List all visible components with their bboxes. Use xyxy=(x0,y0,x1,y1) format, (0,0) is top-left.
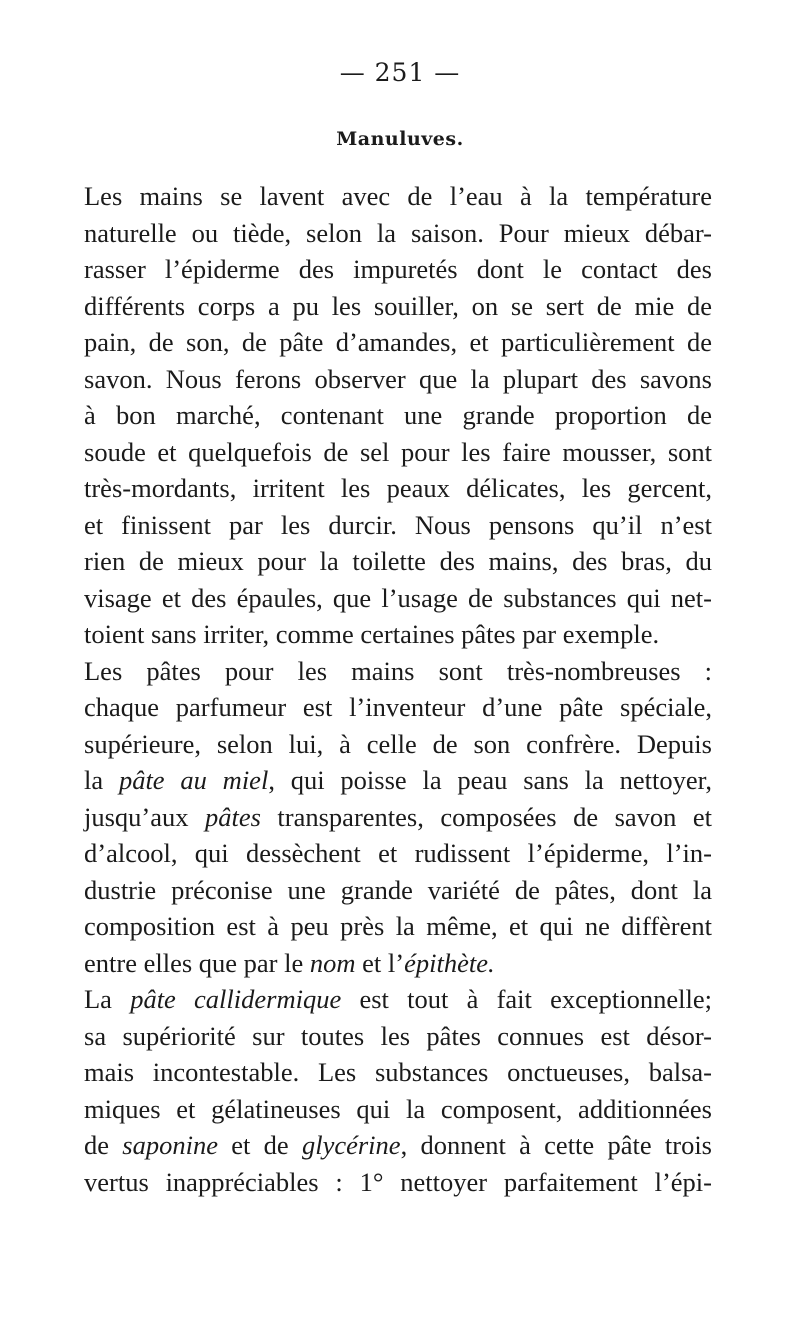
text-line xyxy=(84,1018,712,1055)
text-run: savon. Nous ferons observer que la plupart des savons xyxy=(84,363,712,394)
text-line xyxy=(84,653,712,690)
text-run: dustrie préconise une grande variété de pâtes, dont la xyxy=(84,874,712,905)
text-run: miques et gélatineuses qui la composent, additionnées xyxy=(84,1093,712,1124)
text-run: vertus inappréciables : 1° nettoyer parfaitement l’épi- xyxy=(84,1166,712,1197)
text-line xyxy=(84,251,712,288)
text-run: soude et quelquefois de sel pour les faire mousser, sont xyxy=(84,436,712,467)
text-line xyxy=(84,324,712,361)
text-line xyxy=(84,799,712,836)
italic-text: pâte callidermique xyxy=(130,984,342,1014)
text-line xyxy=(84,434,712,471)
text-line xyxy=(84,908,712,945)
text-line xyxy=(84,507,712,544)
body-text xyxy=(84,178,712,1200)
text-line xyxy=(84,470,712,507)
text-run: pain, de son, de pâte d’amandes, et particulièrement de xyxy=(84,327,712,357)
text-run: Les pâtes pour les mains sont très-nombreuses : xyxy=(84,655,712,686)
text-run: , qui poisse la peau sans la nettoyer, xyxy=(268,765,713,795)
italic-text: saponine xyxy=(122,1130,218,1160)
text-line xyxy=(84,981,712,1018)
text-line xyxy=(84,288,712,325)
italic-text: épithète. xyxy=(404,947,495,978)
text-run: est tout à fait exceptionnelle; xyxy=(341,984,713,1014)
text-line xyxy=(84,397,712,434)
italic-text: pâtes xyxy=(205,801,261,832)
italic-text: glycérine xyxy=(301,1130,401,1160)
text-line xyxy=(84,616,712,653)
text-line xyxy=(84,178,712,215)
text-line xyxy=(84,1127,712,1164)
text-run: toient sans irriter, comme certaines pâtes par exemple. xyxy=(84,619,660,649)
text-run: La xyxy=(84,984,131,1014)
text-run: chaque parfumeur est l’inventeur d’une pâte spéciale, xyxy=(84,692,712,722)
italic-text: nom xyxy=(309,947,356,978)
section-title: Manuluves. xyxy=(336,128,464,150)
text-run: à bon marché, contenant une grande proportion de xyxy=(84,400,712,430)
text-run: différents corps a pu les souiller, on se sert de mie de xyxy=(84,290,712,321)
text-line xyxy=(84,762,712,799)
text-run: supérieure, selon lui, à celle de son confrère. Depuis xyxy=(84,728,712,759)
text-run: la xyxy=(84,765,119,795)
text-run: d’alcool, qui dessèchent et rudissent l’épiderme, l’in- xyxy=(84,838,712,868)
page-number: — 251 — xyxy=(339,58,461,87)
text-run: naturelle ou tiède, selon la saison. Pour mieux débar- xyxy=(84,217,712,248)
text-run: jusqu’aux xyxy=(84,801,205,832)
text-line xyxy=(84,945,712,982)
text-run: et de xyxy=(217,1130,302,1160)
text-run: Les mains se lavent avec de l’eau à la température xyxy=(84,181,712,211)
text-run: , donnent à cette pâte trois xyxy=(400,1130,712,1160)
text-run: entre elles que par le xyxy=(84,947,310,978)
text-line xyxy=(84,543,712,580)
text-run: visage et des épaules, que l’usage de substances qui net- xyxy=(84,582,712,613)
text-run: et l’ xyxy=(355,947,405,978)
text-run: composition est à peu près la même, et qui ne diffèrent xyxy=(84,911,712,941)
text-line xyxy=(84,1054,712,1091)
text-line xyxy=(84,1164,712,1201)
text-run: mais incontestable. Les substances onctueuses, balsa- xyxy=(84,1057,712,1087)
text-run: et finissent par les durcir. Nous pensons qu’il n’est xyxy=(84,509,712,540)
text-run: transparentes, composées de savon et xyxy=(260,801,712,832)
text-line xyxy=(84,835,712,872)
text-line xyxy=(84,215,712,252)
text-line xyxy=(84,1091,712,1128)
text-line xyxy=(84,872,712,909)
text-run: très-mordants, irritent les peaux délicates, les gercent, xyxy=(84,473,712,503)
text-run: de xyxy=(84,1130,123,1160)
text-line xyxy=(84,361,712,398)
text-line xyxy=(84,689,712,726)
text-run: rasser l’épiderme des impuretés dont le contact des xyxy=(84,254,712,284)
text-run: sa supériorité sur toutes les pâtes connues est désor- xyxy=(84,1020,712,1051)
text-line xyxy=(84,580,712,617)
text-run: rien de mieux pour la toilette des mains, des bras, du xyxy=(84,546,712,576)
italic-text: pâte au miel xyxy=(118,765,269,795)
text-line xyxy=(84,726,712,763)
